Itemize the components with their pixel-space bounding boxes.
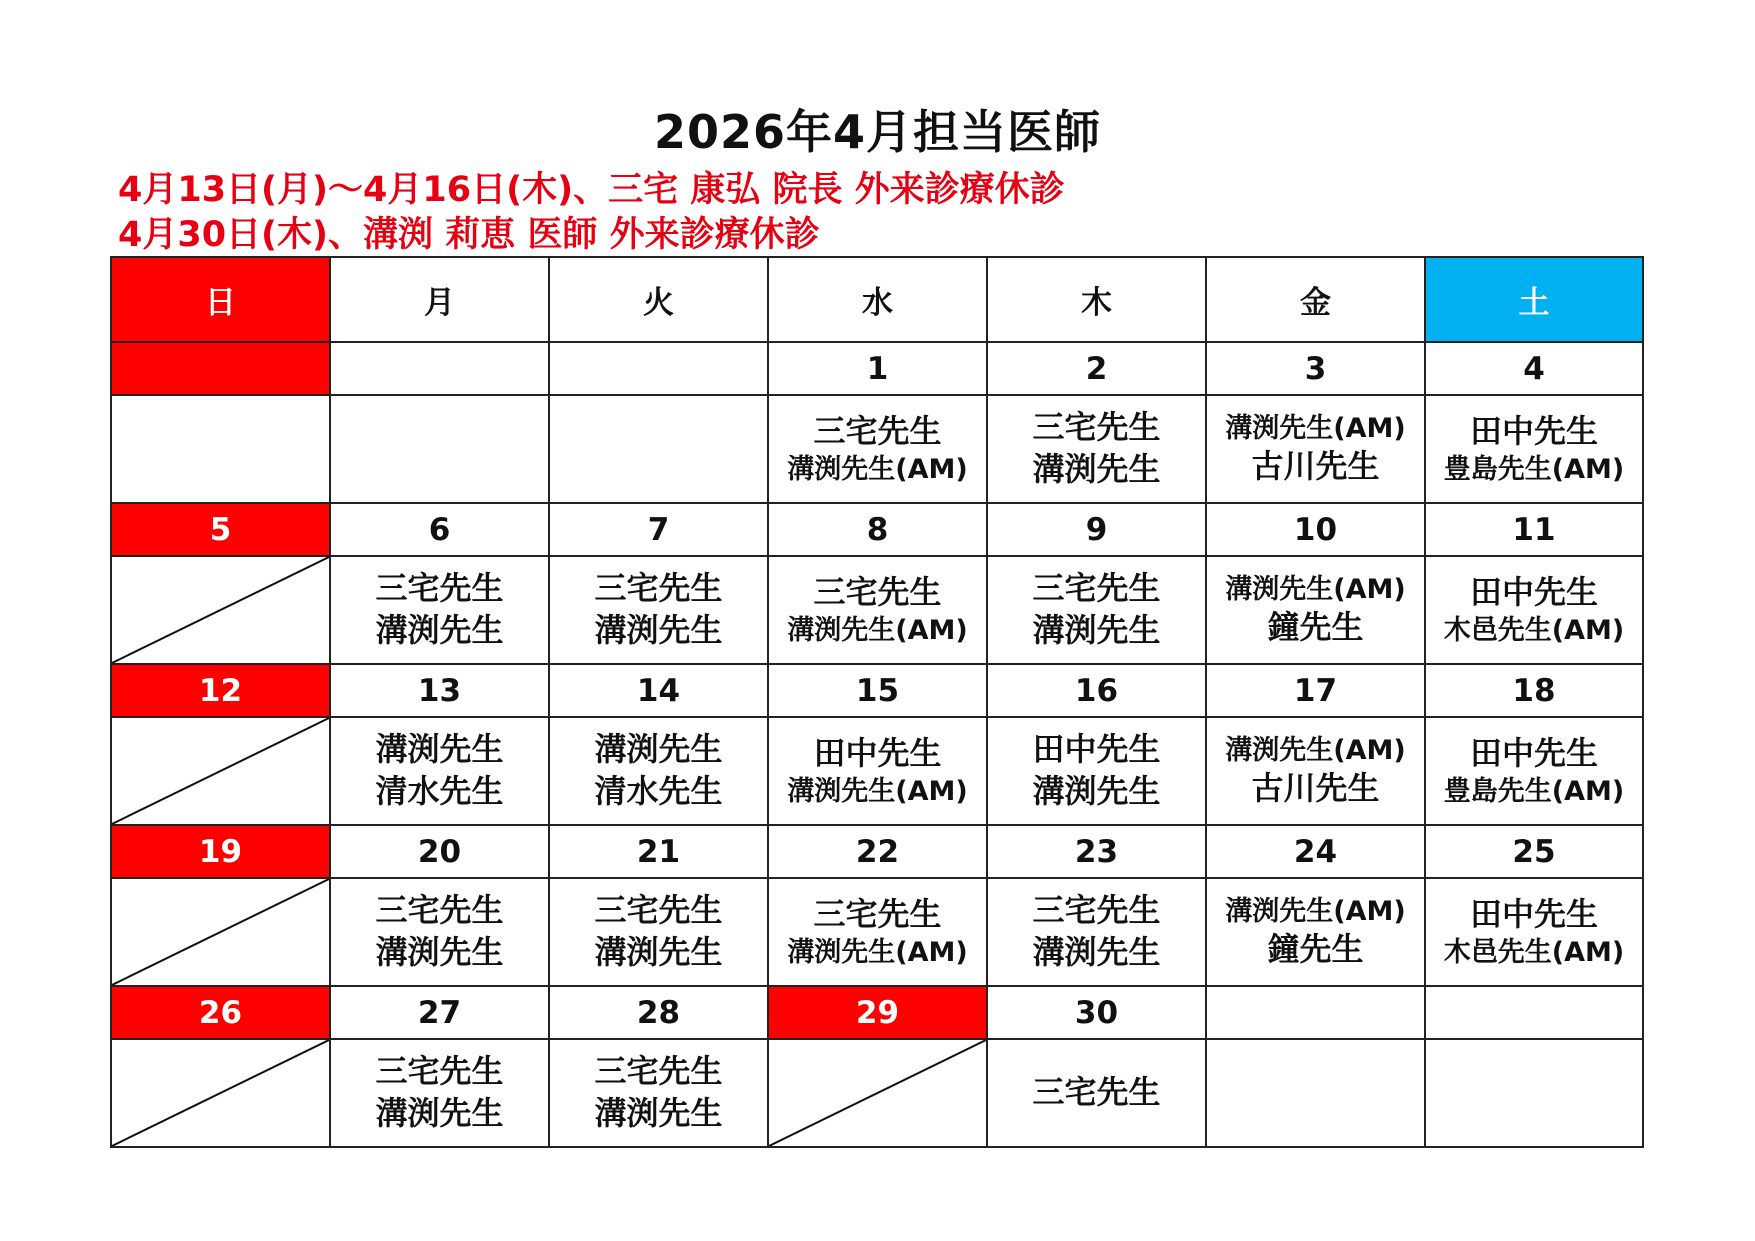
doctor-cell — [1206, 878, 1425, 986]
closed-diagonal-line — [112, 1040, 329, 1146]
date-cell — [330, 342, 549, 395]
doctor-name: 溝渕先生(AM) — [1225, 895, 1406, 927]
doctor-name: 溝渕先生(AM) — [1225, 412, 1406, 444]
doctor-cell — [768, 395, 987, 503]
closed-cell — [111, 556, 330, 664]
weekday-header-row — [111, 257, 1643, 342]
doctor-name: 田中先生 — [1469, 411, 1598, 450]
date-cell: 6 — [330, 503, 549, 556]
doctor-cell — [549, 717, 768, 825]
doctor-name: 溝渕先生 — [375, 933, 504, 971]
date-cell: 10 — [1206, 503, 1425, 556]
doctor-cell — [1425, 717, 1643, 825]
doctor-name: 溝渕先生 — [1032, 611, 1161, 649]
closure-notice: 4月13日(月)～4月16日(木)、三宅 康弘 院長 外来診療休診 — [118, 170, 1065, 210]
doctor-name: 三宅先生 — [594, 891, 723, 930]
doctor-cell — [330, 878, 549, 986]
date-cell: 14 — [549, 664, 768, 717]
weekday-header-thursday: 木 — [987, 257, 1206, 342]
date-cell: 29 — [768, 986, 987, 1039]
doctor-cell — [1425, 395, 1643, 503]
doctor-name: 清水先生 — [375, 772, 504, 810]
date-cell: 12 — [111, 664, 330, 717]
closed-diagonal-line — [112, 879, 329, 985]
date-cell: 16 — [987, 664, 1206, 717]
date-cell: 28 — [549, 986, 768, 1039]
date-cell: 27 — [330, 986, 549, 1039]
doctor-name: 三宅先生 — [813, 572, 942, 611]
weekday-header-wednesday: 水 — [768, 257, 987, 342]
doctor-row — [111, 878, 1643, 986]
doctor-name: 溝渕先生 — [1032, 772, 1161, 810]
date-cell: 3 — [1206, 342, 1425, 395]
doctor-name: 三宅先生 — [1032, 891, 1161, 930]
doctor-cell — [330, 556, 549, 664]
date-cell: 4 — [1425, 342, 1643, 395]
date-cell: 20 — [330, 825, 549, 878]
date-cell: 17 — [1206, 664, 1425, 717]
doctor-name: 溝渕先生 — [594, 730, 723, 769]
date-row — [111, 342, 1643, 395]
empty-cell — [1425, 1039, 1643, 1147]
date-row — [111, 664, 1643, 717]
doctor-cell — [1425, 556, 1643, 664]
doctor-name: 三宅先生 — [594, 569, 723, 608]
empty-cell — [111, 395, 330, 503]
doctor-cell — [987, 717, 1206, 825]
doctor-name: 木邑先生(AM) — [1443, 615, 1625, 647]
closed-diagonal-line — [112, 718, 329, 824]
page-title: 2026年4月担当医師 — [653, 105, 1102, 159]
doctor-name: 溝渕先生(AM) — [787, 615, 968, 647]
doctor-name: 溝渕先生(AM) — [1225, 734, 1406, 766]
doctor-name: 溝渕先生 — [594, 611, 723, 649]
doctor-cell — [330, 717, 549, 825]
doctor-cell — [768, 878, 987, 986]
doctor-name: 溝渕先生 — [375, 1094, 504, 1132]
doctor-name: 田中先生 — [1469, 572, 1598, 611]
date-cell: 18 — [1425, 664, 1643, 717]
doctor-schedule-calendar — [110, 256, 1644, 1148]
weekday-header-saturday: 土 — [1425, 257, 1643, 342]
doctor-row — [111, 1039, 1643, 1147]
closed-diagonal-line — [112, 557, 329, 663]
closed-cell — [111, 1039, 330, 1147]
doctor-cell — [987, 1039, 1206, 1147]
date-cell: 1 — [768, 342, 987, 395]
doctor-name: 古川先生 — [1251, 768, 1380, 807]
date-cell: 9 — [987, 503, 1206, 556]
date-cell: 5 — [111, 503, 330, 556]
doctor-name: 鐘先生 — [1267, 607, 1364, 646]
doctor-cell — [1206, 717, 1425, 825]
doctor-name: 田中先生 — [1469, 733, 1598, 772]
doctor-name: 溝渕先生(AM) — [787, 937, 968, 969]
empty-cell — [549, 395, 768, 503]
doctor-name: 鐘先生 — [1267, 929, 1364, 968]
doctor-name: 田中先生 — [813, 733, 942, 772]
doctor-name: 溝渕先生(AM) — [787, 454, 968, 486]
doctor-cell — [1206, 395, 1425, 503]
date-cell: 24 — [1206, 825, 1425, 878]
doctor-name: 田中先生 — [1469, 894, 1598, 933]
closed-diagonal-line — [769, 1040, 986, 1146]
date-cell — [1206, 986, 1425, 1039]
doctor-name: 田中先生 — [1032, 730, 1161, 769]
doctor-name: 溝渕先生 — [375, 730, 504, 769]
date-cell: 13 — [330, 664, 549, 717]
date-row — [111, 825, 1643, 878]
date-row — [111, 986, 1643, 1039]
doctor-name: 古川先生 — [1251, 446, 1380, 485]
doctor-cell — [549, 1039, 768, 1147]
doctor-name: 豊島先生(AM) — [1443, 454, 1625, 486]
weekday-header-tuesday: 火 — [549, 257, 768, 342]
doctor-cell — [768, 717, 987, 825]
doctor-row — [111, 556, 1643, 664]
date-cell: 15 — [768, 664, 987, 717]
doctor-name: 溝渕先生 — [1032, 450, 1161, 488]
date-cell: 26 — [111, 986, 330, 1039]
doctor-name: 三宅先生 — [375, 891, 504, 930]
date-row — [111, 503, 1643, 556]
empty-cell — [330, 395, 549, 503]
doctor-cell — [1425, 878, 1643, 986]
doctor-name: 三宅先生 — [375, 1052, 504, 1091]
doctor-name: 溝渕先生(AM) — [787, 776, 968, 808]
doctor-name: 三宅先生 — [594, 1052, 723, 1091]
doctor-name: 三宅先生 — [813, 894, 942, 933]
doctor-name: 三宅先生 — [1032, 408, 1161, 447]
date-cell: 25 — [1425, 825, 1643, 878]
doctor-cell — [549, 556, 768, 664]
date-cell: 21 — [549, 825, 768, 878]
date-cell: 22 — [768, 825, 987, 878]
date-cell: 30 — [987, 986, 1206, 1039]
empty-cell — [1206, 1039, 1425, 1147]
weekday-header-friday: 金 — [1206, 257, 1425, 342]
doctor-name: 清水先生 — [594, 772, 723, 810]
doctor-name: 木邑先生(AM) — [1443, 937, 1625, 969]
date-cell: 7 — [549, 503, 768, 556]
doctor-name: 溝渕先生 — [594, 1094, 723, 1132]
closed-cell — [768, 1039, 987, 1147]
date-cell: 23 — [987, 825, 1206, 878]
doctor-name: 三宅先生 — [375, 569, 504, 608]
doctor-cell — [549, 878, 768, 986]
doctor-cell — [330, 1039, 549, 1147]
weekday-header-monday: 月 — [330, 257, 549, 342]
date-cell — [549, 342, 768, 395]
doctor-cell — [1206, 556, 1425, 664]
doctor-name: 溝渕先生 — [375, 611, 504, 649]
doctor-name: 三宅先生 — [813, 411, 942, 450]
date-cell: 11 — [1425, 503, 1643, 556]
doctor-cell — [987, 395, 1206, 503]
weekday-header-sunday: 日 — [111, 257, 330, 342]
doctor-cell — [987, 556, 1206, 664]
date-cell — [111, 342, 330, 395]
doctor-cell — [987, 878, 1206, 986]
date-cell: 8 — [768, 503, 987, 556]
doctor-name: 豊島先生(AM) — [1443, 776, 1625, 808]
doctor-name: 三宅先生 — [1032, 569, 1161, 608]
doctor-name: 溝渕先生 — [1032, 933, 1161, 971]
date-cell: 19 — [111, 825, 330, 878]
doctor-row — [111, 717, 1643, 825]
date-cell — [1425, 986, 1643, 1039]
doctor-cell — [768, 556, 987, 664]
closed-cell — [111, 717, 330, 825]
doctor-name: 溝渕先生(AM) — [1225, 573, 1406, 605]
date-cell: 2 — [987, 342, 1206, 395]
doctor-row — [111, 395, 1643, 503]
doctor-name: 溝渕先生 — [594, 933, 723, 971]
doctor-name: 三宅先生 — [1032, 1073, 1161, 1112]
closed-cell — [111, 878, 330, 986]
closure-notice: 4月30日(木)、溝渕 莉恵 医師 外来診療休診 — [118, 215, 820, 255]
